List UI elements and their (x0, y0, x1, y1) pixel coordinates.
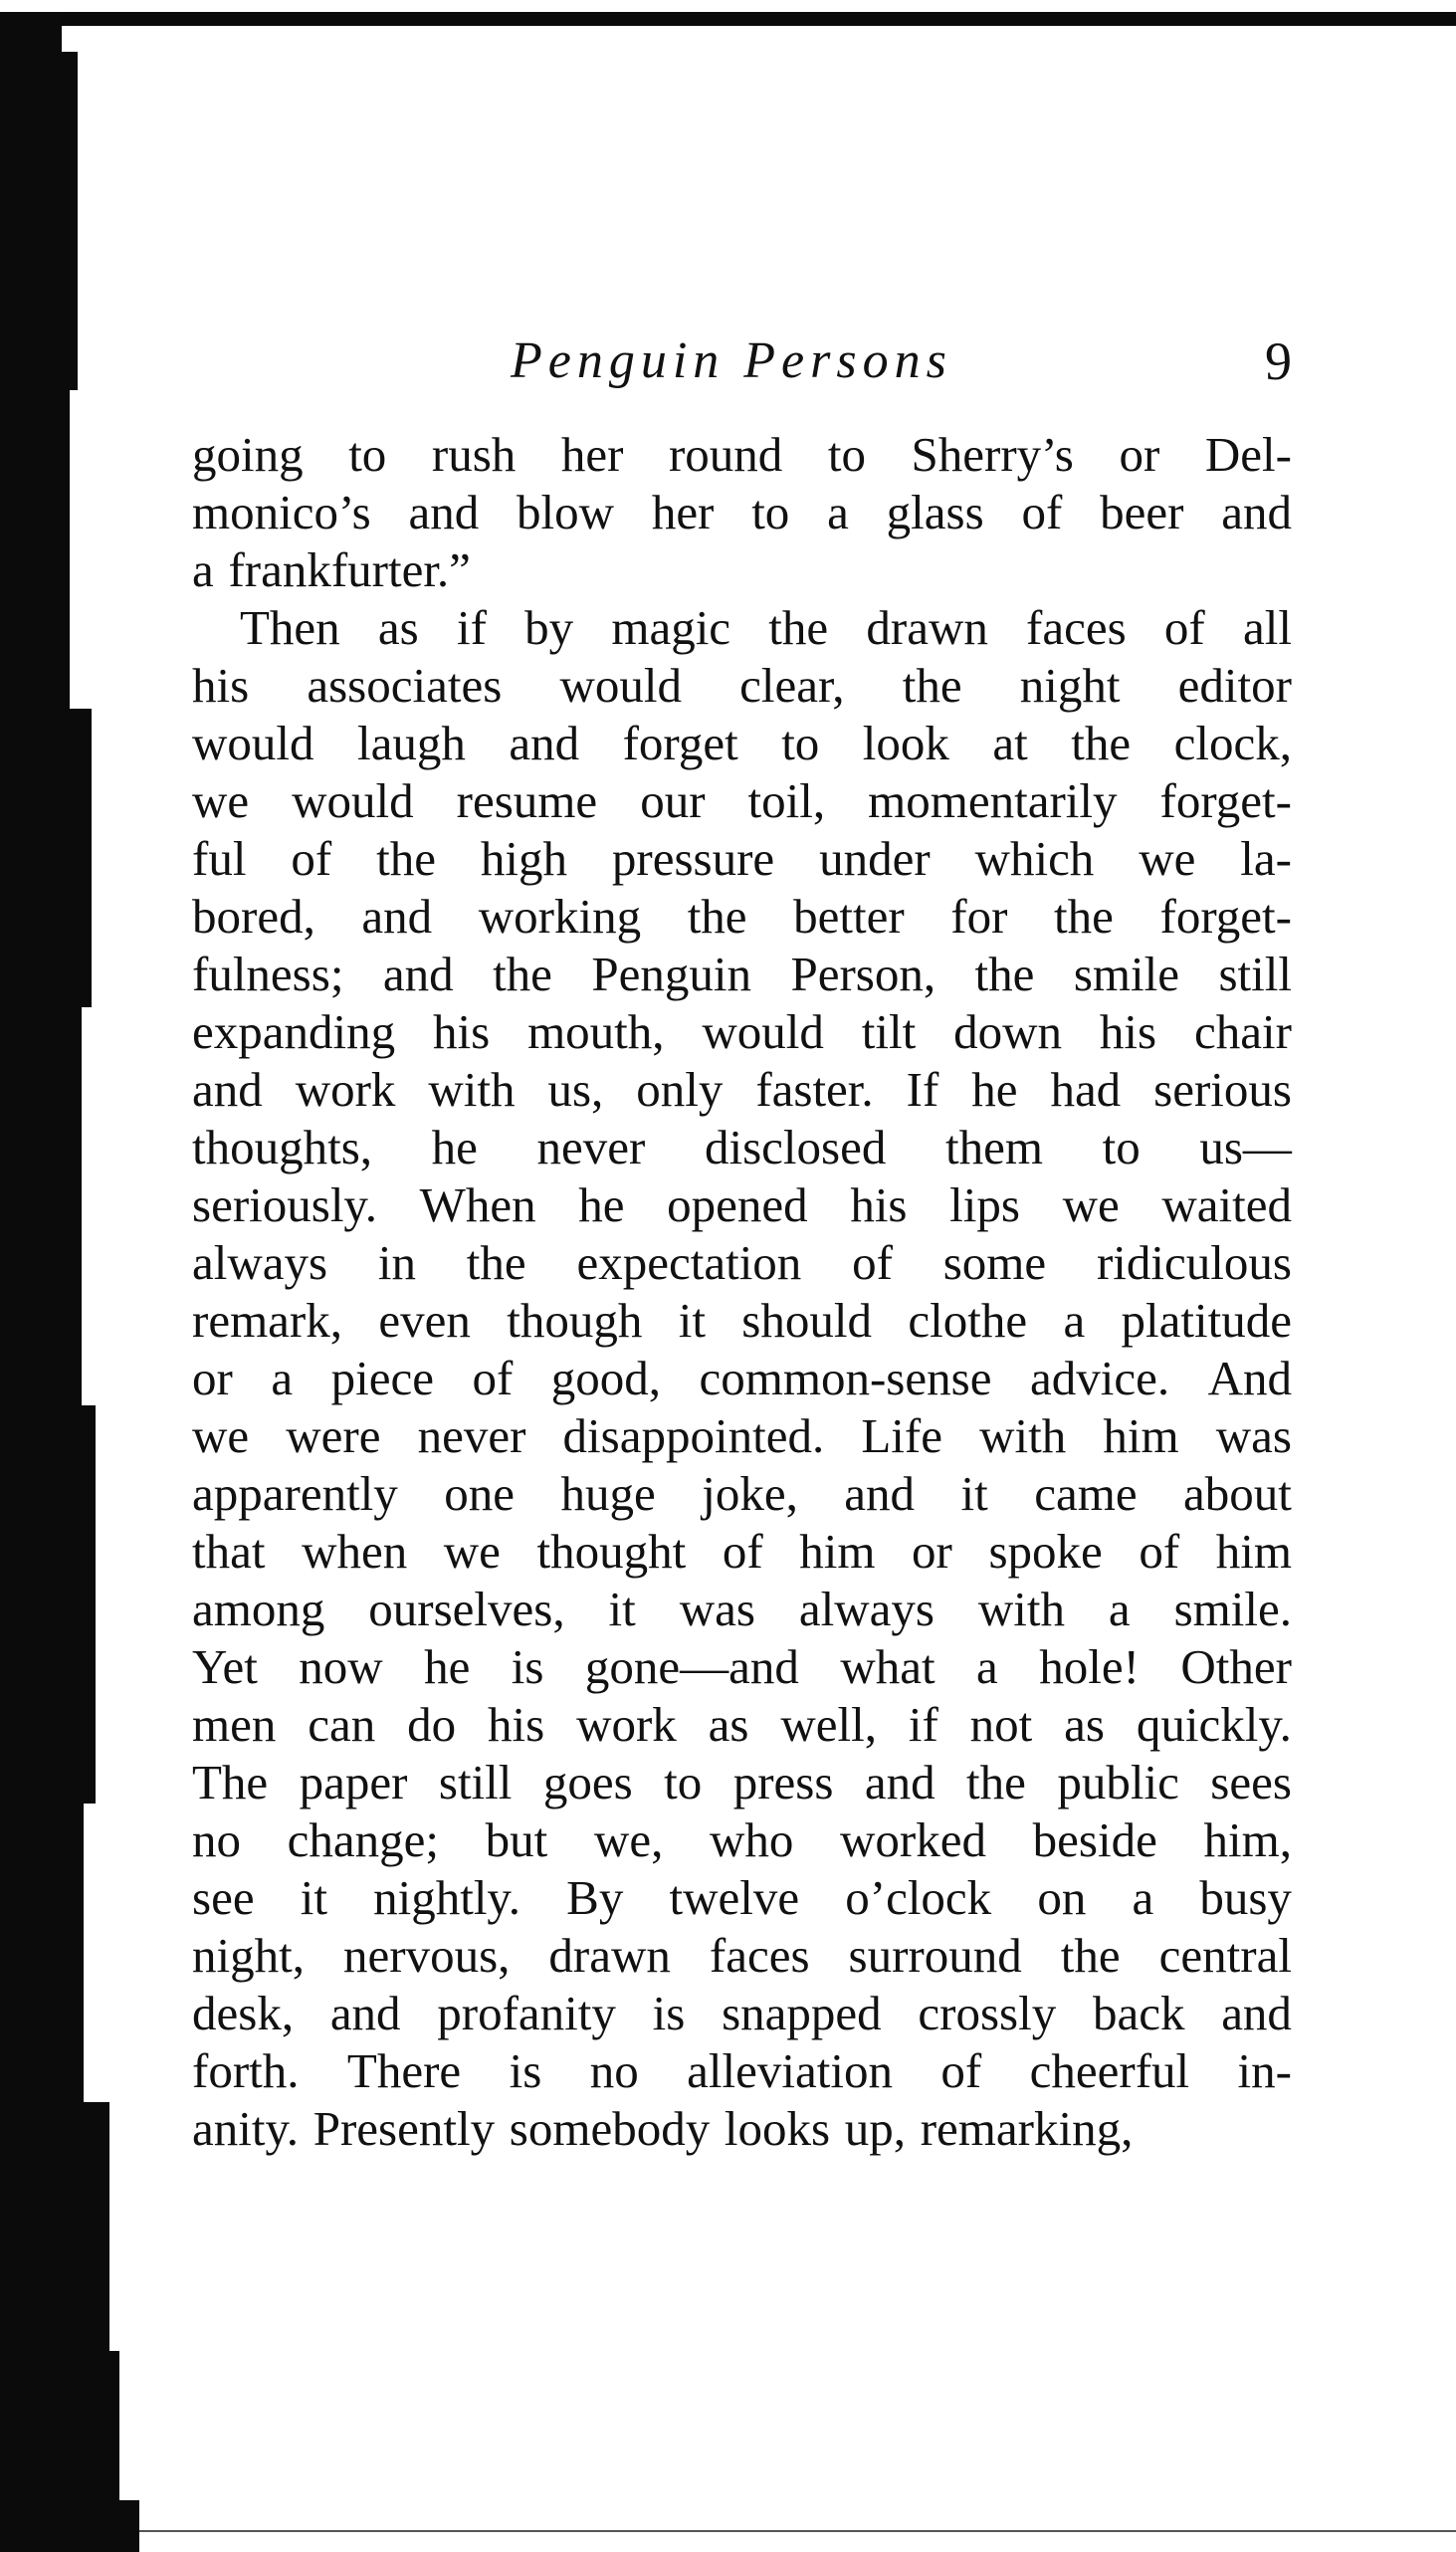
text-line (192, 946, 1292, 1003)
word: hole! (1039, 1639, 1140, 1694)
word: he (578, 1177, 625, 1232)
word: profanity (437, 1986, 616, 2040)
word: work (576, 1697, 677, 1752)
word: forth. (192, 2043, 300, 2098)
word: ridiculous (1096, 1235, 1292, 1290)
word: la- (1240, 831, 1292, 886)
word: faster. (755, 1062, 874, 1117)
word: as (377, 600, 419, 655)
word: to (348, 427, 387, 482)
word: what (840, 1639, 936, 1694)
word: the (1071, 716, 1132, 770)
word: Penguin (591, 947, 751, 1001)
word: serious (1153, 1062, 1292, 1117)
word: forget- (1159, 773, 1292, 828)
text-line (192, 715, 1292, 772)
word: of (852, 1235, 893, 1290)
word: and (509, 716, 580, 770)
word: forget- (1159, 889, 1292, 944)
word: her (651, 485, 715, 539)
page-number: 9 (1265, 331, 1292, 391)
word: and (329, 1986, 401, 2040)
word: or (192, 1351, 233, 1405)
word: a (1063, 1293, 1086, 1348)
scan-left-edge-shadow (0, 12, 159, 2552)
word: the (966, 1755, 1026, 1809)
word: If (906, 1062, 939, 1117)
word: by (524, 600, 574, 655)
word: were (286, 1408, 381, 1463)
word: somebody (509, 2101, 711, 2156)
text-line (192, 599, 1292, 657)
word: platitude (1121, 1293, 1292, 1348)
word: is (652, 1986, 686, 2040)
word: of (722, 1524, 763, 1579)
word: spoke (988, 1524, 1103, 1579)
word: the (687, 889, 747, 944)
word: among (192, 1582, 325, 1636)
text-line (192, 1581, 1292, 1638)
word: never (536, 1120, 646, 1174)
word: to (751, 485, 790, 539)
word: him (1215, 1524, 1292, 1579)
word: he (971, 1062, 1018, 1117)
word: it (960, 1466, 988, 1521)
word: anity. (192, 2101, 300, 2156)
text-line (192, 2042, 1292, 2100)
text-line (192, 1985, 1292, 2042)
word: paper (299, 1755, 408, 1809)
word: we (443, 1524, 501, 1579)
word: of (1163, 600, 1205, 655)
scan-bottom-rule (139, 2530, 1456, 2532)
word: quickly. (1136, 1697, 1292, 1752)
text-line (192, 541, 1292, 599)
word: Yet (192, 1639, 258, 1694)
word: desk, (192, 1986, 295, 2040)
word: better (793, 889, 905, 944)
word: opened (667, 1177, 808, 1232)
word: about (1183, 1466, 1292, 1521)
text-line (192, 2100, 1292, 2158)
page-body-text (192, 426, 1292, 2158)
word: pressure (611, 831, 775, 886)
word: the (376, 831, 436, 886)
word: now (299, 1639, 383, 1694)
word: clear, (739, 658, 845, 713)
word: the (768, 600, 829, 655)
word: as (708, 1697, 749, 1752)
word: with (979, 1408, 1067, 1463)
word: a (1108, 1582, 1131, 1636)
word: would (559, 658, 682, 713)
word: in- (1237, 2043, 1292, 2098)
text-line (192, 1869, 1292, 1927)
word: toil, (747, 773, 826, 828)
word: work (295, 1062, 396, 1117)
word: bored, (192, 889, 315, 944)
word: and (1221, 1986, 1292, 2040)
word: snapped (722, 1986, 882, 2040)
word: expectation (576, 1235, 802, 1290)
text-line (192, 1927, 1292, 1985)
text-line (192, 1407, 1292, 1465)
word: beside (1032, 1812, 1157, 1867)
word: a (827, 485, 849, 539)
word: alleviation (687, 2043, 893, 2098)
text-line (192, 1696, 1292, 1754)
word: he (431, 1120, 478, 1174)
word: and (192, 1062, 263, 1117)
word: smile. (1173, 1582, 1292, 1636)
text-line (192, 1003, 1292, 1061)
word: our (640, 773, 706, 828)
word: seriously. (192, 1177, 377, 1232)
word: do (407, 1697, 457, 1752)
word: though (507, 1293, 643, 1348)
word: advice. (1029, 1351, 1170, 1405)
word: of (291, 831, 332, 886)
word: his (1099, 1004, 1157, 1059)
word: ful (192, 831, 247, 886)
word: it (300, 1870, 327, 1925)
text-line (192, 1292, 1292, 1350)
word: thought (536, 1524, 687, 1579)
word: at (992, 716, 1028, 770)
word: press (732, 1755, 834, 1809)
word: look (862, 716, 949, 770)
word: them (945, 1120, 1043, 1174)
word: twelve (669, 1870, 800, 1925)
word: worked (840, 1812, 986, 1867)
word: Then (240, 600, 340, 655)
word: rush (431, 427, 517, 482)
word: smile (1073, 947, 1179, 1001)
word: one (444, 1466, 516, 1521)
word: to (664, 1755, 703, 1809)
word: it (608, 1582, 636, 1636)
word: faces (1026, 600, 1127, 655)
word: nightly. (373, 1870, 521, 1925)
word: cheerful (1029, 2043, 1190, 2098)
word: even (378, 1293, 471, 1348)
word: the (1054, 889, 1114, 944)
word: his (488, 1697, 545, 1752)
word: still (438, 1755, 513, 1809)
word: the (902, 658, 962, 713)
word: not (969, 1697, 1033, 1752)
word: huge (560, 1466, 656, 1521)
word: no (589, 2043, 639, 2098)
word: disappointed. (562, 1408, 825, 1463)
word: and (408, 485, 480, 539)
word: only (636, 1062, 724, 1117)
word: it (678, 1293, 706, 1348)
word: well, (780, 1697, 877, 1752)
word: By (566, 1870, 624, 1925)
word: and (864, 1755, 936, 1809)
word: Other (1180, 1639, 1292, 1694)
word: Presently (312, 2101, 496, 2156)
word: still (1218, 947, 1292, 1001)
word: drawn (866, 600, 988, 655)
text-line (192, 1350, 1292, 1407)
word: to (781, 716, 820, 770)
word: good, (550, 1351, 662, 1405)
word: of (1139, 1524, 1180, 1579)
word: or (1119, 427, 1160, 482)
word: and (382, 947, 454, 1001)
word: gone—and (584, 1639, 799, 1694)
word: joke, (702, 1466, 798, 1521)
word: going (192, 427, 304, 482)
word: round (668, 427, 783, 482)
word: but (485, 1812, 548, 1867)
word: the (493, 947, 552, 1001)
word: the (974, 947, 1035, 1001)
word: clothe (908, 1293, 1028, 1348)
word: or (912, 1524, 952, 1579)
word: beer (1100, 485, 1184, 539)
word: her (560, 427, 624, 482)
word: goes (542, 1755, 633, 1809)
word: a (271, 1351, 294, 1405)
word: no (192, 1812, 241, 1867)
word: as (1064, 1697, 1105, 1752)
word: would (292, 773, 414, 828)
word: and (1221, 485, 1292, 539)
word: momentarily (868, 773, 1118, 828)
word: glass (886, 485, 984, 539)
word: waited (1161, 1177, 1292, 1232)
word: editor (1177, 658, 1292, 713)
word: would (192, 716, 314, 770)
word: was (1215, 1408, 1292, 1463)
word: a (192, 542, 214, 597)
text-line (192, 484, 1292, 541)
word: piece (330, 1351, 434, 1405)
word: thoughts, (192, 1120, 373, 1174)
word: us— (1199, 1120, 1292, 1174)
word: public (1057, 1755, 1179, 1809)
word: if (908, 1697, 938, 1752)
word: a (1132, 1870, 1154, 1925)
text-line (192, 888, 1292, 946)
word: chair (1193, 1004, 1292, 1059)
word: we, (593, 1812, 664, 1867)
word: men (192, 1697, 277, 1752)
word: remark, (192, 1293, 342, 1348)
word: we (1062, 1177, 1120, 1232)
word: high (480, 831, 567, 886)
word: Del- (1204, 427, 1292, 482)
word: him, (1203, 1812, 1292, 1867)
word: the (1060, 1928, 1121, 1983)
word: for (950, 889, 1008, 944)
word: nervous, (343, 1928, 511, 1983)
word: to (827, 427, 866, 482)
text-line (192, 1754, 1292, 1811)
word: all (1242, 600, 1292, 655)
word: would (702, 1004, 824, 1059)
word: forget (622, 716, 738, 770)
word: expanding (192, 1004, 396, 1059)
word: remarking, (920, 2101, 1134, 2156)
word: we (1139, 831, 1196, 886)
word: with (428, 1062, 516, 1117)
word: crossly (918, 1986, 1057, 2040)
word: which (974, 831, 1095, 886)
word: The (192, 1755, 269, 1809)
word: looks (724, 2101, 831, 2156)
word: night (1019, 658, 1121, 713)
word: up, (844, 2101, 907, 2156)
text-line (192, 1638, 1292, 1696)
word: associates (307, 658, 503, 713)
word: can (308, 1697, 376, 1752)
word: frankfurter.” (228, 542, 471, 597)
word: laugh (356, 716, 466, 770)
word: When (419, 1177, 536, 1232)
word: And (1207, 1351, 1292, 1405)
word: ourselves, (368, 1582, 565, 1636)
text-line (192, 1061, 1292, 1119)
word: mouth, (527, 1004, 665, 1059)
word: disclosed (705, 1120, 887, 1174)
word: There (346, 2043, 462, 2098)
word: some (942, 1235, 1047, 1290)
word: down (953, 1004, 1063, 1059)
text-line (192, 426, 1292, 484)
word: was (679, 1582, 755, 1636)
word: we (192, 773, 250, 828)
word: fulness; (192, 947, 344, 1001)
word: surround (848, 1928, 1022, 1983)
word: always (192, 1235, 328, 1290)
text-line (192, 1119, 1292, 1176)
word: of (1021, 485, 1063, 539)
scan-top-border (62, 12, 1456, 26)
word: on (1037, 1870, 1087, 1925)
word: that (192, 1524, 266, 1579)
text-line (192, 1176, 1292, 1234)
word: had (1050, 1062, 1122, 1117)
word: under (819, 831, 931, 886)
word: when (302, 1524, 408, 1579)
word: us, (547, 1062, 604, 1117)
word: Person, (790, 947, 936, 1001)
word: central (1158, 1928, 1292, 1983)
word: apparently (192, 1466, 398, 1521)
word: magic (611, 600, 731, 655)
word: he (424, 1639, 471, 1694)
text-line (192, 657, 1292, 715)
word: to (1102, 1120, 1141, 1174)
word: Sherry’s (911, 427, 1074, 482)
word: tilt (861, 1004, 917, 1059)
word: change; (287, 1812, 440, 1867)
word: blow (517, 485, 615, 539)
word: always (798, 1582, 935, 1636)
word: of (940, 2043, 982, 2098)
word: never (417, 1408, 526, 1463)
word: and (361, 889, 433, 944)
word: his (192, 658, 250, 713)
word: clock, (1173, 716, 1292, 770)
word: faces (709, 1928, 810, 1983)
text-line (192, 1523, 1292, 1581)
text-line (192, 830, 1292, 888)
word: night, (192, 1928, 305, 1983)
word: should (741, 1293, 872, 1348)
word: who (710, 1812, 794, 1867)
word: a (976, 1639, 998, 1694)
word: the (466, 1235, 526, 1290)
running-head (192, 317, 1292, 406)
word: monico’s (192, 485, 371, 539)
word: him (1103, 1408, 1179, 1463)
word: we (192, 1408, 250, 1463)
word: is (509, 2043, 542, 2098)
word: resume (456, 773, 598, 828)
text-line (192, 1811, 1292, 1869)
word: and (844, 1466, 916, 1521)
word: of (472, 1351, 514, 1405)
word: sees (1210, 1755, 1292, 1809)
word: him (799, 1524, 876, 1579)
text-line (192, 1465, 1292, 1523)
word: back (1092, 1986, 1185, 2040)
running-title: Penguin Persons (511, 332, 952, 389)
word: busy (1199, 1870, 1292, 1925)
word: is (511, 1639, 544, 1694)
word: his (433, 1004, 491, 1059)
word: came (1034, 1466, 1138, 1521)
word: o’clock (845, 1870, 992, 1925)
word: in (377, 1235, 416, 1290)
word: if (456, 600, 487, 655)
word: with (977, 1582, 1065, 1636)
word: lips (949, 1177, 1020, 1232)
word: common-sense (699, 1351, 992, 1405)
word: see (192, 1870, 255, 1925)
word: working (478, 889, 642, 944)
text-line (192, 1234, 1292, 1292)
word: his (850, 1177, 908, 1232)
text-line (192, 772, 1292, 830)
word: drawn (548, 1928, 671, 1983)
word: Life (861, 1408, 942, 1463)
